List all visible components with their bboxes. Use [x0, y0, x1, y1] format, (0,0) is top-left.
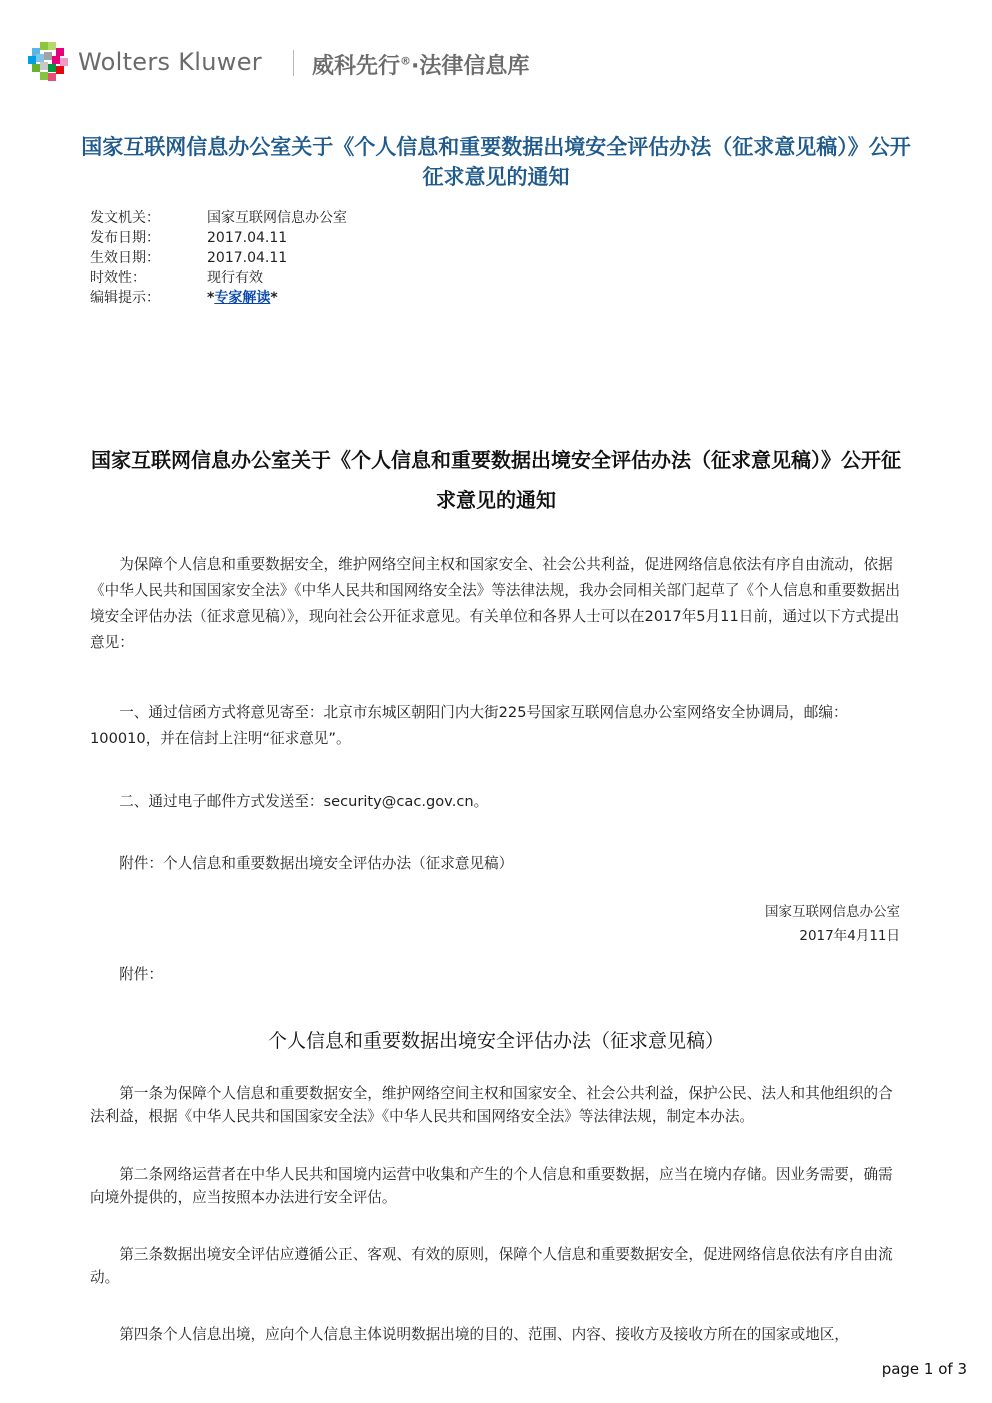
note-star: * [270, 290, 278, 306]
site-header [28, 40, 588, 84]
wolters-kluwer-logo-icon [28, 42, 68, 82]
main-heading: 国家互联网信息办公室关于《个人信息和重要数据出境安全评估办法（征求意见稿）》公开征求意见的通知 [91, 448, 901, 512]
expert-analysis-link[interactable]: 专家解读 [214, 290, 271, 306]
article-4: 第四条个人信息出境，应向个人信息主体说明数据出境的目的、范围、内容、接收方及接收方所在的国家或地区， [119, 1326, 849, 1343]
brand-name: Wolters Kluwer [78, 48, 262, 76]
article-3: 第三条数据出境安全评估应遵循公正、客观、有效的原则，保障个人信息和重要数据安全，促进网络信息依法有序自由流动。 [90, 1246, 893, 1286]
cn-brand-suffix: ·法律信息库 [411, 54, 530, 79]
meta-row-publish-date [90, 228, 347, 248]
note-star: * [207, 290, 215, 306]
meta-label: 发文机关： [90, 210, 160, 226]
cn-brand-name [312, 49, 529, 80]
document-metadata [90, 208, 347, 308]
item-two-paragraph: 二、通过电子邮件方式发送至：security@cac.gov.cn。 [119, 793, 489, 810]
signature-date: 2017年4月11日 [799, 928, 900, 944]
meta-row-editor-note [90, 288, 347, 308]
item-one-paragraph: 一、通过信函方式将意见寄至：北京市东城区朝阳门内大街225号国家互联网信息办公室网络安全协调局，邮编：100010，并在信封上注明“征求意见”。 [90, 704, 848, 747]
page-number: page 1 of 3 [881, 1360, 967, 1378]
meta-value: 现行有效 [207, 270, 263, 286]
header-divider [293, 50, 294, 76]
signature-organization: 国家互联网信息办公室 [765, 904, 900, 920]
law-title: 个人信息和重要数据出境安全评估办法（征求意见稿） [267, 1030, 724, 1052]
meta-value: 国家互联网信息办公室 [207, 210, 347, 226]
article-2: 第二条网络运营者在中华人民共和国境内运营中收集和产生的个人信息和重要数据，应当在境内存储。因业务需要，确需向境外提供的，应当按照本办法进行安全评估。 [90, 1166, 893, 1206]
meta-row-status [90, 268, 347, 288]
attachment-heading: 附件： [119, 966, 163, 983]
meta-row-issuer [90, 208, 347, 228]
cn-brand-main: 威科先行 [312, 54, 401, 79]
meta-value: 2017.04.11 [207, 230, 288, 246]
registered-mark: ® [400, 54, 412, 68]
article-1: 第一条为保障个人信息和重要数据安全，维护网络空间主权和国家安全、社会公共利益，保护公民、法人和其他组织的合法利益，根据《中华人民共和国国家安全法》《中华人民共和国网络安全法》等法律法规，制定本办法。 [90, 1085, 893, 1125]
document-title: 国家互联网信息办公室关于《个人信息和重要数据出境安全评估办法（征求意见稿）》公开征求意见的通知 [81, 135, 911, 189]
meta-value [207, 288, 278, 308]
meta-label: 时效性： [90, 270, 146, 286]
attachment-paragraph: 附件：个人信息和重要数据出境安全评估办法（征求意见稿） [119, 855, 514, 872]
meta-value: 2017.04.11 [207, 250, 288, 266]
meta-label: 编辑提示： [90, 290, 160, 306]
meta-label: 发布日期： [90, 230, 160, 246]
meta-label: 生效日期： [90, 250, 160, 266]
intro-paragraph: 为保障个人信息和重要数据安全，维护网络空间主权和国家安全、社会公共利益，促进网络信息依法有序自由流动，依据《中华人民共和国国家安全法》《中华人民共和国网络安全法》等法律法规，我办会同相关部门起草了《个人信息和重要数据出境安全评估办法（征求意见稿）》，现向社会公开征求意见。有关单位和各界人士可以在2017年5月11日前，通过以下方式提出意见： [90, 556, 900, 651]
meta-row-effective-date [90, 248, 347, 268]
